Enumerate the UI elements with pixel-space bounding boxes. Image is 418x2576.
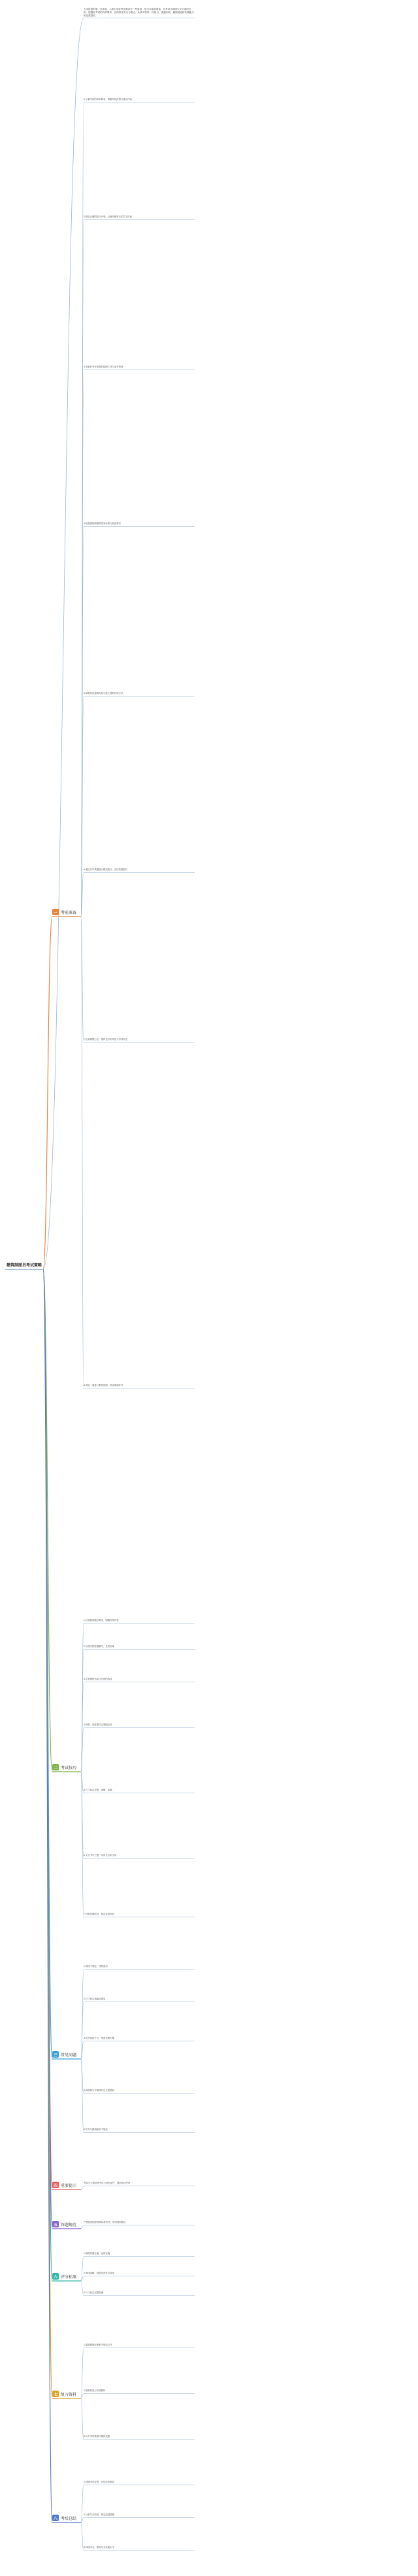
root-to-section-8-link bbox=[43, 1269, 52, 2522]
section-1-node-5[interactable]: 5.掌握常用建筑构造与施工图的识读方法 bbox=[84, 692, 195, 697]
section-2-node-3[interactable]: 3.注意图纸布局与比例的选择 bbox=[84, 1678, 195, 1682]
section-2-node-5[interactable]: 5.尺寸标注完整、清晰、准确 bbox=[84, 1789, 195, 1793]
section-6-node-2[interactable]: 2.图线清晰，线型线宽符合规范 bbox=[84, 2272, 195, 2276]
section-3-node-2-link bbox=[81, 2002, 84, 2059]
section-2[interactable] bbox=[52, 1763, 76, 1772]
intro-text[interactable]: 大学阶段的第一次体验，1.我们对待考试要求有一些原则，复习与提前准备，对考试大纲进行全方面的分析，把握住考试的具体要求，总结常见考点与难点，认真对待每一次练习，查漏补缺，确保理论和实践能力的双重提升。 bbox=[84, 8, 194, 17]
section-6-node-3[interactable]: 3.尺寸标注完整准确 bbox=[84, 2291, 195, 2296]
section-7-node-2-link bbox=[81, 2394, 84, 2398]
root-title[interactable]: 建筑制图员考试策略 bbox=[5, 1263, 43, 1270]
section-1-node-6[interactable]: 6.通过历年真题进行模拟练习，总结答题技巧 bbox=[84, 868, 195, 873]
section-6-node-1-link bbox=[81, 2257, 84, 2281]
section-1-node-1-link bbox=[81, 102, 84, 917]
section-3-node-1-link bbox=[81, 1970, 84, 2059]
section-3[interactable] bbox=[52, 2050, 76, 2059]
root-to-section-1-link bbox=[43, 917, 52, 1269]
root-to-section-3-link bbox=[43, 1269, 52, 2059]
section-8-badge: 八 bbox=[52, 2515, 59, 2521]
section-1-node-6-link bbox=[81, 873, 84, 917]
section-8-node-3[interactable]: 3.持续学习，提高专业技能水平 bbox=[84, 2546, 195, 2551]
section-6[interactable] bbox=[52, 2272, 76, 2281]
section-4[interactable] bbox=[52, 2180, 76, 2190]
section-1-node-2[interactable]: 2.制定合理的复习计划，合理分配每天的学习时间 bbox=[84, 215, 195, 220]
section-2-node-7-link bbox=[81, 1772, 84, 1917]
section-1[interactable] bbox=[52, 907, 76, 917]
root-to-section-7-link bbox=[43, 1269, 52, 2398]
section-8[interactable] bbox=[52, 2513, 76, 2522]
section-1-node-3[interactable]: 3.准备好考试所需的绘图工具与参考资料 bbox=[84, 366, 195, 370]
root-to-section-5-link bbox=[43, 1269, 52, 2229]
section-8-node-2[interactable]: 2.分析失分原因，制定改进措施 bbox=[84, 2513, 195, 2518]
section-4-title: 重要提示 bbox=[61, 2184, 77, 2188]
section-3-node-2[interactable]: 2.尺寸标注遗漏或重复 bbox=[84, 1998, 195, 2002]
section-7-node-3[interactable]: 3.历年考试真题与模拟试题 bbox=[84, 2435, 195, 2440]
section-3-badge: 三 bbox=[52, 2051, 59, 2058]
section-3-node-4[interactable]: 4.剖面图与平面图对应关系错误 bbox=[84, 2089, 195, 2094]
section-1-node-5-link bbox=[81, 697, 84, 917]
section-1-node-8-link bbox=[81, 917, 84, 1389]
section-5-node-1-link bbox=[81, 2225, 84, 2229]
section-2-node-4[interactable]: 4.线型、线宽要符合制图标准 bbox=[84, 1723, 195, 1728]
section-6-node-1[interactable]: 1.图面布置合理，比例正确 bbox=[84, 2252, 195, 2257]
section-5[interactable] bbox=[52, 2220, 76, 2229]
section-3-node-1[interactable]: 1.图线不规范，线型混用 bbox=[84, 1965, 195, 1970]
section-7-node-2[interactable]: 2.建筑构造与识图教材 bbox=[84, 2389, 195, 2394]
section-1-node-2-link bbox=[81, 220, 84, 917]
root-to-intro-link bbox=[43, 18, 84, 1269]
section-5-node-1[interactable]: 严格按照国家制图标准作图，保持图面整洁 bbox=[84, 2221, 195, 2225]
section-1-node-7-link bbox=[81, 917, 84, 1043]
section-2-node-2[interactable]: 2.合理安排答题顺序，先易后难 bbox=[84, 1645, 195, 1650]
root-to-section-2-link bbox=[43, 1269, 52, 1772]
section-1-node-3-link bbox=[81, 370, 84, 917]
root-to-section-6-link bbox=[43, 1269, 52, 2281]
section-2-node-1[interactable]: 1.仔细阅读题目要求，明确作图内容 bbox=[84, 1619, 195, 1624]
section-7-title: 复习资料 bbox=[61, 2393, 77, 2397]
section-2-node-7[interactable]: 7.控制答题时间，留出检查时间 bbox=[84, 1913, 195, 1917]
section-2-badge: 二 bbox=[52, 1764, 59, 1770]
section-6-node-2-link bbox=[81, 2276, 84, 2281]
section-2-title: 考试技巧 bbox=[61, 1766, 77, 1770]
section-2-node-4-link bbox=[81, 1728, 84, 1772]
section-1-node-4-link bbox=[81, 527, 84, 917]
section-5-badge: 五 bbox=[52, 2221, 59, 2227]
section-1-node-7[interactable]: 7.注意调整心态，保持良好的作息与身体状态 bbox=[84, 1038, 195, 1043]
section-3-node-5-link bbox=[81, 2059, 84, 2133]
section-2-node-2-link bbox=[81, 1650, 84, 1772]
section-4-badge: 四 bbox=[52, 2182, 59, 2188]
section-3-node-3-link bbox=[81, 2041, 84, 2059]
section-2-node-6-link bbox=[81, 1772, 84, 1859]
section-4-node-1[interactable]: 考试当天携带准考证与身份证件，提前到达考场 bbox=[84, 2182, 195, 2186]
section-6-title: 评分标准 bbox=[61, 2275, 77, 2280]
section-7[interactable] bbox=[52, 2389, 76, 2398]
section-1-node-8[interactable]: 8.考前一周进行系统回顾，巩固薄弱环节 bbox=[84, 1384, 195, 1389]
section-1-node-4[interactable]: 4.熟悉建筑制图的国家标准与规范要求 bbox=[84, 522, 195, 527]
section-8-title: 考后总结 bbox=[61, 2517, 77, 2521]
section-4-node-1-link bbox=[81, 2186, 84, 2190]
section-7-badge: 七 bbox=[52, 2391, 59, 2397]
section-8-node-2-link bbox=[81, 2518, 84, 2522]
section-7-node-3-link bbox=[81, 2398, 84, 2440]
section-7-node-1[interactable]: 1.建筑制图标准相关规范文件 bbox=[84, 2344, 195, 2348]
section-3-title: 常见问题 bbox=[61, 2053, 77, 2058]
section-3-node-5[interactable]: 5.符号与图例使用不规范 bbox=[84, 2128, 195, 2133]
root-to-section-4-link bbox=[43, 1269, 52, 2190]
section-2-node-6[interactable]: 6.文字书写工整，采用长仿宋字体 bbox=[84, 1854, 195, 1859]
section-3-node-3[interactable]: 3.比例选择不当，图面布置失衡 bbox=[84, 2037, 195, 2041]
section-1-node-1[interactable]: 1.了解考试的基本要求，明确考试范围与重点内容 bbox=[84, 98, 195, 102]
section-6-badge: 六 bbox=[52, 2273, 59, 2280]
section-1-title: 考前准备 bbox=[61, 911, 77, 915]
section-1-badge: 一 bbox=[52, 909, 59, 915]
section-8-node-1[interactable]: 1.回顾考试过程，总结经验教训 bbox=[84, 2481, 195, 2485]
section-5-title: 答题规范 bbox=[61, 2223, 77, 2227]
